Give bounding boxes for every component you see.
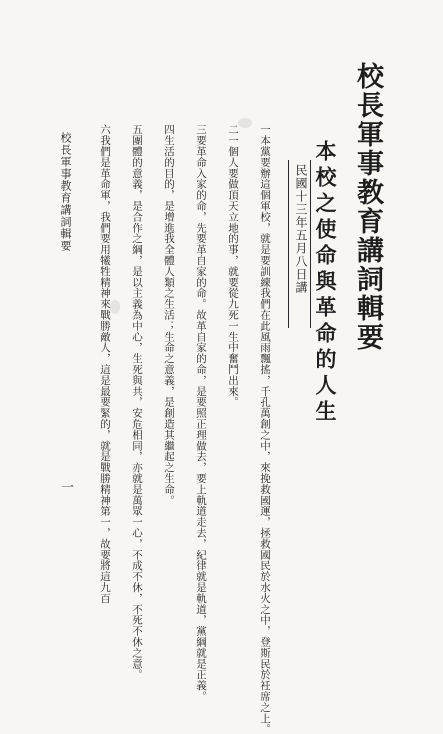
item-marker: 一 [259,124,271,135]
lecture-subtitle: 本校之使命與革命的人生 [313,140,338,426]
lecture-date: 民國十三年五月八日講 [294,164,308,294]
item-marker: 二 [227,124,239,135]
list-item [130,124,143,680]
main-title: 校長軍事教育講詞輯要 [352,62,383,352]
page-number: 一 [58,480,73,493]
list-item [258,124,271,734]
item-text: 一個人要做頂天立地的事，就要從九死一生中奮鬥出來。 [227,134,239,408]
item-text: 本黨要辦這個軍校，就是要訓練我們在此風雨飄搖，千孔萬創之中，來挽救國運，拯救國民於水火之中，登斯民於衽席之上。 [259,134,271,734]
date-rule-right [310,160,311,328]
item-marker: 四 [163,124,175,135]
item-text: 生活的目的，是增進我全體人類之生活；生命之意義，是創造其繼起之生命。 [163,134,175,506]
item-marker: 六 [99,124,111,135]
item-text: 團體的意義，是合作之綱，是以主義為中心，生死與共，安危相同，亦就是萬眾一心，不成不休，不死不休之意。 [131,134,143,680]
list-item [226,124,239,407]
list-item [162,124,175,506]
margin-running-title: 校長軍事教育講詞輯要 [59,132,72,252]
item-marker: 三 [195,124,207,135]
date-rule-left [288,160,289,328]
item-text: 要革命入家的命，先要革自家的命。故革自家的命，是要照正理做去，要上軌道走去，紀律就是軌道，黨綱就是正義。 [195,134,207,702]
scan-smudge [238,118,252,128]
item-marker: 五 [131,124,143,135]
list-item [194,124,207,702]
list-item [98,124,111,604]
item-text: 我們是革命軍，我們要用犧牲精神來戰勝敵人，這是最要緊的，就是戰勝精神第一，故要將這九百 [99,134,111,604]
scan-smudge [110,300,120,314]
